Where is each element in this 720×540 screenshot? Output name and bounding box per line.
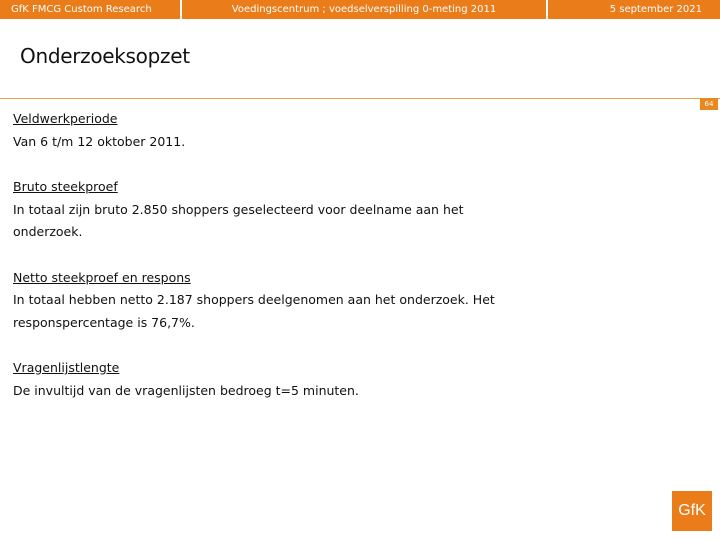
section-heading: Veldwerkperiode <box>13 111 118 126</box>
header-bar <box>0 0 720 19</box>
section-text: onderzoek. <box>13 224 83 239</box>
section-text: In totaal zijn bruto 2.850 shoppers geselecteerd voor deelname aan het <box>13 201 464 217</box>
section-bruto-steekproef <box>13 176 533 244</box>
gfk-logo <box>672 491 712 531</box>
section-heading: Vragenlijstlengte <box>13 360 120 375</box>
header-project: Voedingscentrum ; voedselverspilling 0-meting 2011 <box>182 0 546 19</box>
section-heading: Netto steekproef en respons <box>13 269 191 285</box>
section-text: Van 6 t/m 12 oktober 2011. <box>13 133 186 149</box>
title-divider <box>0 98 720 99</box>
section-veldwerkperiode <box>13 108 533 153</box>
section-text: In totaal hebben netto 2.187 shoppers deelgenomen aan het onderzoek. Het <box>13 292 495 307</box>
section-vragenlijstlengte <box>13 357 533 402</box>
section-netto-steekproef <box>13 267 533 335</box>
page-number: 64 <box>700 98 718 110</box>
section-text: De invultijd van de vragenlijsten bedroeg t=5 minuten. <box>13 382 359 398</box>
page-title: Onderzoeksopzet <box>20 44 190 68</box>
section-text: responspercentage is 76,7%. <box>13 314 195 330</box>
header-company: GfK FMCG Custom Research <box>0 0 180 19</box>
logo-text: GfK <box>678 502 706 519</box>
content-body <box>13 108 533 425</box>
header-date: 5 september 2021 <box>548 0 720 19</box>
section-heading: Bruto steekproef <box>13 179 118 194</box>
